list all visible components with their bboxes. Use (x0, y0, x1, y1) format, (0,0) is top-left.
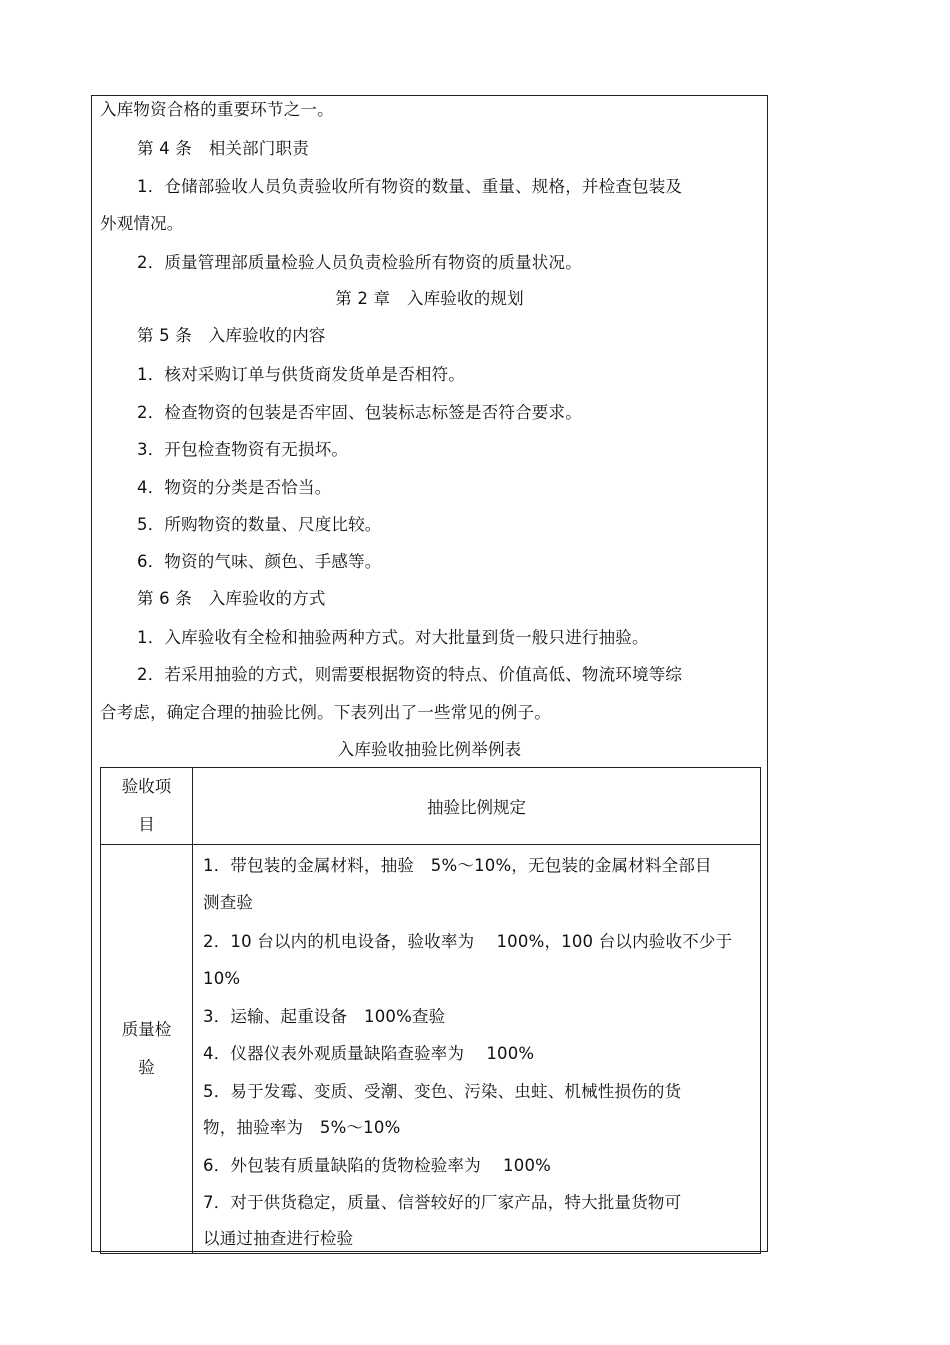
rule-line: 3．运输、起重设备 100%查验 (203, 1007, 446, 1026)
rule-line: 1．带包装的金属材料，抽验 5%～10%，无包装的金属材料全部目 (203, 856, 712, 875)
text-line: 3．开包检查物资有无损坏。 (137, 440, 349, 459)
text-line: 1．入库验收有全检和抽验两种方式。对大批量到货一般只进行抽验。 (137, 628, 649, 647)
text-line: 2．检查物资的包装是否牢固、包装标志标签是否符合要求。 (137, 403, 582, 422)
header-cell-item (101, 768, 193, 845)
header-item-line1: 验收项 (121, 777, 172, 796)
text-line: 5．所购物资的数量、尺度比较。 (137, 515, 382, 534)
table-header-row (101, 768, 761, 845)
rule-line: 4．仪器仪表外观质量缺陷查验率为 100% (203, 1044, 535, 1063)
rules-cell (193, 845, 761, 1254)
table-row (101, 845, 761, 1254)
category-cell (101, 845, 193, 1254)
rule-line: 10% (203, 969, 241, 988)
table-title: 入库验收抽验比例举例表 (337, 740, 522, 759)
text-line: 4．物资的分类是否恰当。 (137, 478, 332, 497)
rule-line: 7．对于供货稳定，质量、信誉较好的厂家产品，特大批量货物可 (203, 1193, 682, 1212)
text-line: 1．核对采购订单与供货商发货单是否相符。 (137, 365, 465, 384)
sampling-ratio-table (100, 767, 761, 1254)
text-line: 1．仓储部验收人员负责验收所有物资的数量、重量、规格，并检查包装及 (137, 177, 683, 196)
text-line: 6．物资的气味、颜色、手感等。 (137, 552, 382, 571)
header-cell-rule: 抽验比例规定 (193, 768, 761, 845)
category-line1: 质量检 (121, 1020, 172, 1039)
rule-line: 5．易于发霉、变质、受潮、变色、污染、虫蛀、机械性损伤的货 (203, 1082, 682, 1101)
article-5-heading: 第 5 条 入库验收的内容 (137, 326, 326, 345)
chapter-2-heading: 第 2 章 入库验收的规划 (335, 289, 524, 308)
rule-line: 6．外包装有质量缺陷的货物检验率为 100% (203, 1156, 552, 1175)
text-line: 入库物资合格的重要环节之一。 (100, 100, 334, 119)
text-line: 2．质量管理部质量检验人员负责检验所有物资的质量状况。 (137, 253, 582, 272)
category-line2: 验 (138, 1058, 155, 1077)
rule-line: 2．10 台以内的机电设备，验收率为 100%，100 台以内验收不少于 (203, 932, 733, 951)
text-line: 2．若采用抽验的方式，则需要根据物资的特点、价值高低、物流环境等综 (137, 665, 683, 684)
text-line: 合考虑，确定合理的抽验比例。下表列出了一些常见的例子。 (100, 703, 551, 722)
header-item-line2: 目 (138, 815, 155, 834)
text-line: 外观情况。 (100, 214, 184, 233)
rule-line: 以通过抽查进行检验 (203, 1229, 354, 1248)
rule-line: 物，抽验率为 5%～10% (203, 1118, 401, 1137)
rule-line: 测查验 (203, 893, 254, 912)
article-6-heading: 第 6 条 入库验收的方式 (137, 589, 326, 608)
article-4-heading: 第 4 条 相关部门职责 (137, 139, 309, 158)
